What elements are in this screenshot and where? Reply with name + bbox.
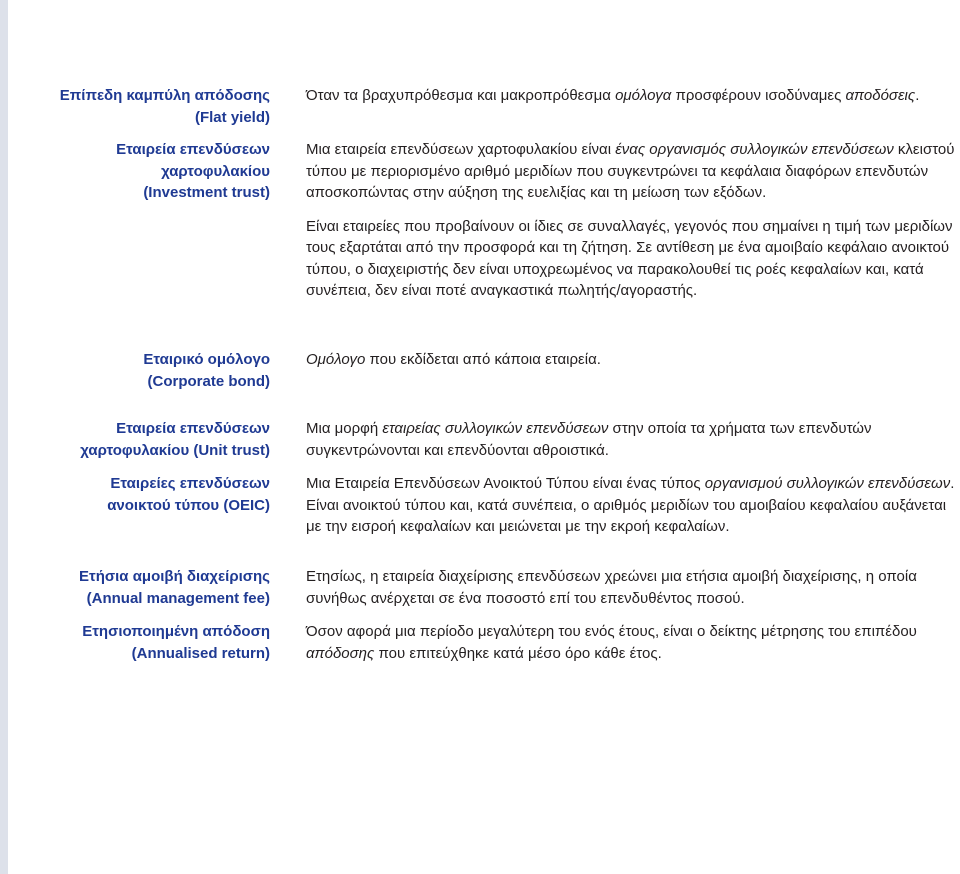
term-line: Εταιρεία επενδύσεων <box>116 141 270 158</box>
term-line: Εταιρείες επενδύσεων <box>110 475 270 492</box>
glossary-term <box>20 473 270 516</box>
definition-paragraph <box>306 473 960 538</box>
definition-paragraph <box>306 139 960 204</box>
definition-paragraph <box>306 566 960 609</box>
glossary-definition <box>306 418 960 461</box>
glossary-definition <box>306 566 960 609</box>
definition-text: Ετησίως, η εταιρεία διαχείρισης επενδύσεων χρεώνει μια ετήσια αμοιβή διαχείρισης, η οποία συνήθως ανέρχεται σε ένα ποσοστό επί του επενδυθέντος ποσού. <box>306 568 917 607</box>
definition-paragraph <box>306 418 960 461</box>
glossary-term <box>20 85 270 128</box>
definition-text: Είναι εταιρείες που προβαίνουν οι ίδιες σε συναλλαγές, γεγονός που σημαίνει η τιμή των μεριδίων τους εξαρτάται από την προσφορά και τη ζήτηση. Σε αντίθεση με ένα αμοιβαίο κεφάλαιο ανοικτού τύπου, ο διαχειριστής δεν είναι υποχρεωμένος να παρακολουθεί τις ροές κεφαλαίων και, κατά συνέπεια, δεν είναι ποτέ αναγκαστικά πωλητής/αγοραστής. <box>306 217 953 299</box>
term-line: Εταιρικό ομόλογο <box>143 351 270 368</box>
glossary-definition <box>306 85 960 107</box>
definition-text: προσφέρουν ισοδύναμες <box>671 87 846 104</box>
definition-text: Μια εταιρεία επενδύσεων χαρτοφυλακίου είναι <box>306 141 616 158</box>
definition-text: . Είναι ανοικτού τύπου και, κατά συνέπεια, ο αριθμός μεριδίων του αμοιβαίου κεφαλαίου αυξάνεται με την εισροή κεφαλαίων και μειώνεται με την εκροή κεφαλαίων. <box>306 475 955 535</box>
definition-italic-term: εταιρείας συλλογικών επενδύσεων <box>382 420 609 437</box>
term-line: (Corporate bond) <box>147 372 270 390</box>
glossary-term <box>20 566 270 609</box>
definition-paragraph <box>306 85 960 107</box>
definition-text: που εκδίδεται από κάποια εταιρεία. <box>365 351 601 368</box>
definition-text: Όταν τα βραχυπρόθεσμα και μακροπρόθεσμα <box>306 87 616 104</box>
definition-text: Όσον αφορά μια περίοδο μεγαλύτερη του ενός έτους, είναι ο δείκτης μέτρησης του επιπέδου <box>306 623 917 640</box>
definition-paragraph <box>306 621 960 664</box>
left-margin-strip <box>0 0 8 874</box>
definition-text: . <box>915 87 920 104</box>
glossary-definition <box>306 621 960 664</box>
term-line: Επίπεδη καμπύλη απόδοσης <box>59 87 270 104</box>
term-line: χαρτοφυλακίου (Unit trust) <box>80 441 270 459</box>
definition-italic-term: οργανισμού συλλογικών επενδύσεων <box>704 475 951 492</box>
definition-italic-term: Ομόλογο <box>306 351 366 368</box>
glossary-term <box>20 139 270 204</box>
term-line: (Flat yield) <box>194 108 270 126</box>
glossary-term <box>20 418 270 461</box>
term-line: Ετησιοποιημένη απόδοση <box>82 623 270 640</box>
definition-text: που επιτεύχθηκε κατά μέσο όρο κάθε έτος. <box>374 644 662 662</box>
definition-paragraph <box>306 216 960 302</box>
term-line: Εταιρεία επενδύσεων <box>116 420 270 437</box>
term-line: (Investment trust) <box>143 184 270 201</box>
glossary-term <box>20 621 270 664</box>
term-line: (Annualised return) <box>131 644 270 662</box>
definition-paragraph <box>306 349 960 371</box>
definition-text: στην οποία τα χρήματα των επενδυτών συγκεντρώνονται και επενδύονται αθροιστικά. <box>306 420 872 459</box>
definition-italic-term: ένας οργανισμός συλλογικών επενδύσεων <box>615 141 894 158</box>
term-line: Ετήσια αμοιβή διαχείρισης <box>79 568 270 585</box>
glossary-definition <box>306 473 960 538</box>
glossary-term <box>20 349 270 392</box>
term-line: ανοικτού τύπου (OEIC) <box>107 496 270 514</box>
definition-text: Μια Εταιρεία Επενδύσεων Ανοικτού Τύπου είναι ένας τύπος <box>306 475 705 492</box>
definition-italic-term: απόδοσης <box>306 644 375 662</box>
term-line: (Annual management fee) <box>86 589 270 607</box>
glossary-definition <box>306 139 960 302</box>
definition-italic-term: ομόλογα <box>615 87 672 104</box>
definition-italic-term: αποδόσεις <box>845 87 916 104</box>
definition-text: κλειστού τύπου με περιορισμένο αριθμό μεριδίων που συγκεντρώνει τα κεφάλαια διαφόρων επενδυτών αποσκοπώντας στην αύξηση της ευελιξίας και τη μείωση των εξόδων. <box>306 141 955 201</box>
glossary-definition <box>306 349 960 371</box>
term-line: χαρτοφυλακίου <box>161 162 270 180</box>
definition-text: Μια μορφή <box>306 420 383 437</box>
